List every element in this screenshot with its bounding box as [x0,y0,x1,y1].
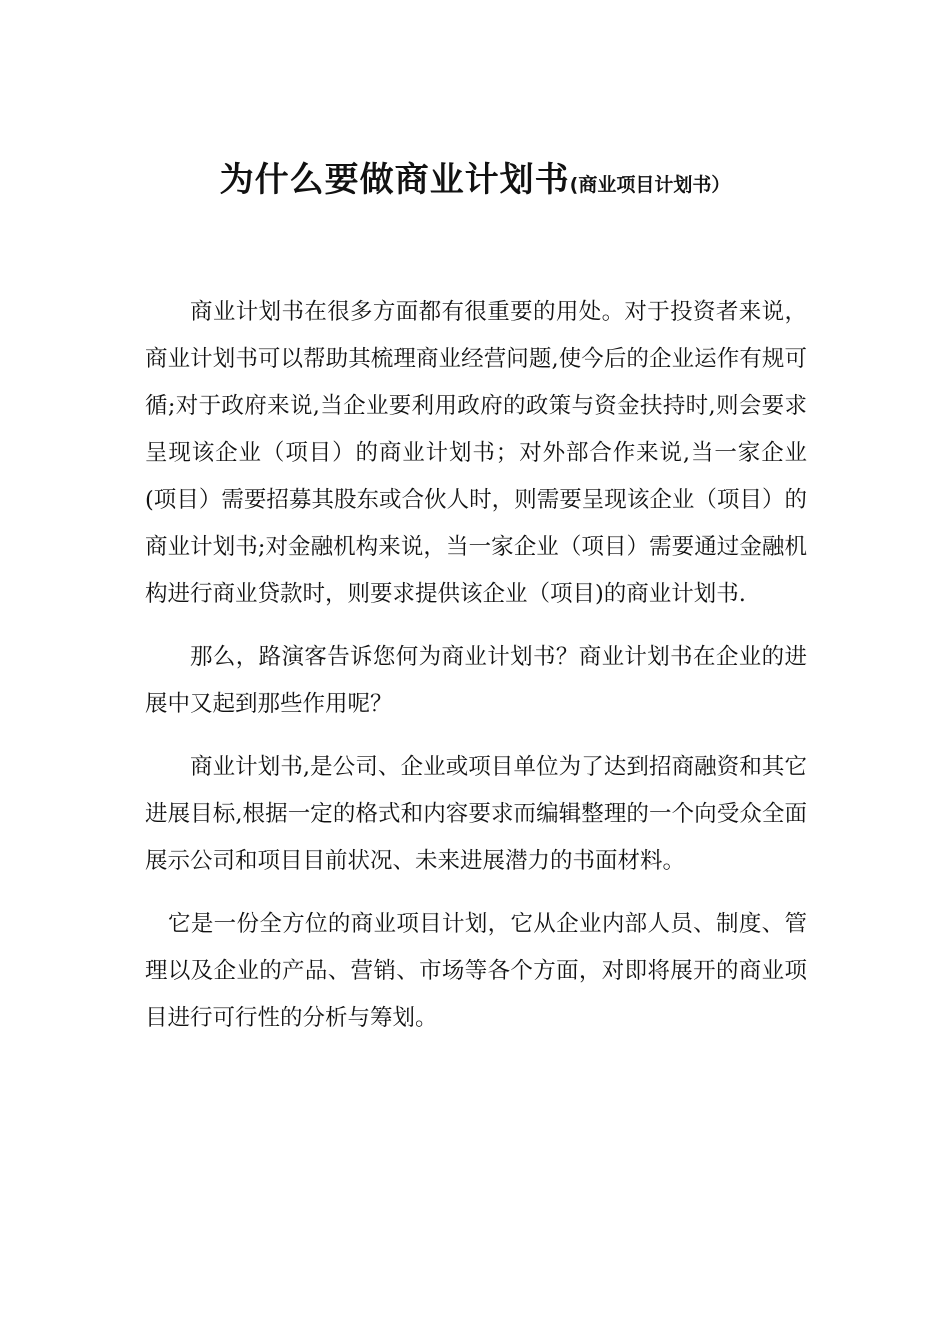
paragraph-4: 它是一份全方位的商业项目计划，它从企业内部人员、制度、管理以及企业的产品、营销、市场等各个方面，对即将展开的商业项目进行可行性的分析与筹划。 [145,911,807,1031]
document-body [145,289,807,1042]
paragraph-2: 那么，路演客告诉您何为商业计划书？商业计划书在企业的进展中又起到那些作用呢？ [145,644,807,717]
paragraph-3: 商业计划书,是公司、企业或项目单位为了达到招商融资和其它进展目标,根据一定的格式和内容要求而编辑整理的一个向受众全面展示公司和项目目前状况、未来进展潜力的书面材料。 [145,754,807,874]
title-main-text: 为什么要做商业计划书 [219,160,570,200]
document-title [0,152,950,214]
paragraph-1: 商业计划书在很多方面都有很重要的用处。对于投资者来说，商业计划书可以帮助其梳理商业经营问题,使今后的企业运作有规可循;对于政府来说,当企业要利用政府的政策与资金扶持时,则会要求呈现该企业（项目）的商业计划书；对外部合作来说,当一家企业(项目）需要招募其股东或合伙人时，则需要呈现该企业（项目）的商业计划书;对金融机构来说，当一家企业（项目）需要通过金融机构进行商业贷款时，则要求提供该企业（项目)的商业计划书. [145,299,807,607]
title-suffix-text: (商业项目计划书） [569,174,731,196]
